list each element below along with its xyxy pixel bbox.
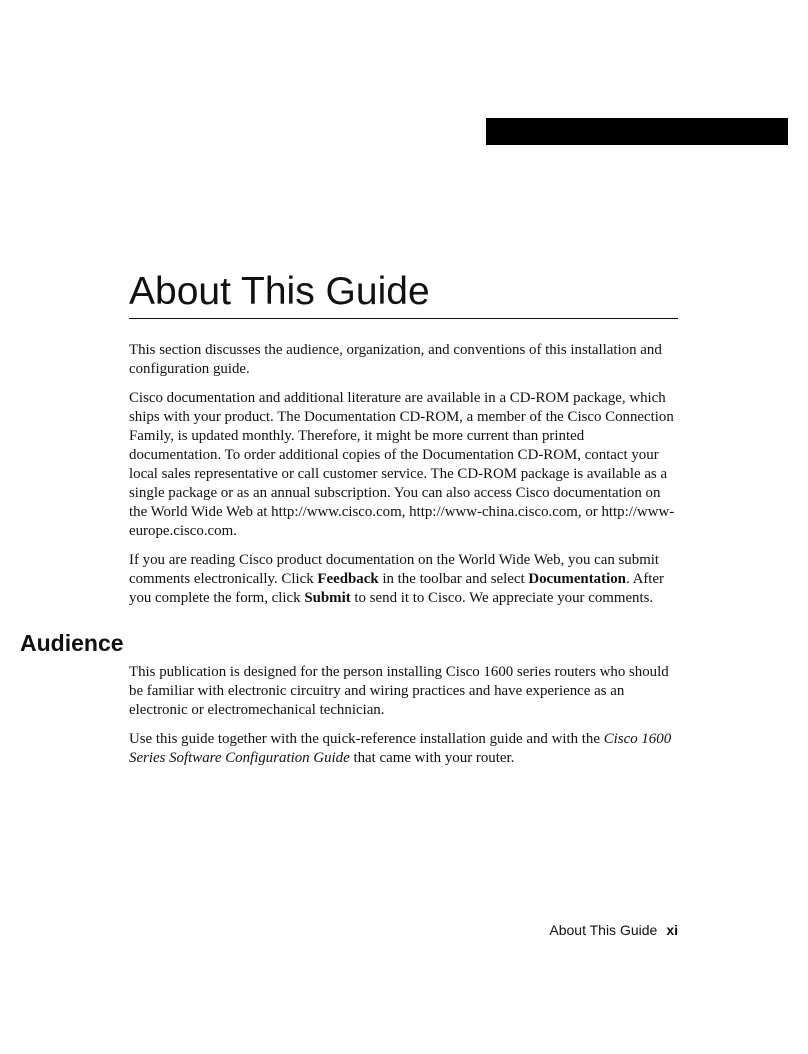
p3-text-1: If you are reading Cisco product documentation on the World Wide Web, you can submit comments electronically. Click <box>129 552 660 587</box>
audience-paragraph-1: This publication is designed for the person installing Cisco 1600 series routers who should be familiar with electronic circuitry and wiring practices and have experience as an electronic or electromechanical technician. <box>129 664 669 718</box>
documentation-term: Documentation <box>528 571 626 587</box>
chapter-tab-bar <box>486 118 788 145</box>
page-number: xi <box>666 922 678 938</box>
audience-paragraph-2 <box>129 730 680 768</box>
p3-text-2: in the toolbar and select <box>378 571 529 587</box>
feedback-term: Feedback <box>317 571 379 587</box>
audience-heading: Audience <box>20 630 124 656</box>
chapter-title: About This Guide <box>129 270 430 313</box>
footer-label: About This Guide <box>549 922 658 938</box>
audience-section <box>129 663 680 778</box>
software-config-guide-title: Cisco 1600 Series Software Configuration Guide <box>129 731 672 766</box>
p3-text-4: to send it to Cisco. We appreciate your comments. <box>350 590 654 606</box>
intro-paragraph-1: This section discusses the audience, organization, and conventions of this installation and configuration guide. <box>129 342 662 377</box>
title-rule <box>129 318 678 319</box>
intro-paragraph-3 <box>129 551 680 608</box>
audience-p2-text-1: Use this guide together with the quick-reference installation guide and with the <box>129 731 604 747</box>
page-footer <box>549 921 678 939</box>
intro-paragraph-2: Cisco documentation and additional literature are available in a CD-ROM package, which ships with your product. The Documentation CD-ROM, a member of the Cisco Connection Family, is updated monthly. Therefore, it might be more current than printed documentation. To order additional copies of the Documentation CD-ROM, contact your local sales representative or call customer service. The CD-ROM package is available as a single package or as an annual subscription. You can also access Cisco documentation on the World Wide Web at http://www.cisco.com, http://www-china.cisco.com, or http://www-europe.cisco.com. <box>129 390 675 539</box>
submit-term: Submit <box>304 590 351 606</box>
audience-p2-text-2: that came with your router. <box>349 750 515 766</box>
p3-text-3: . After you complete the form, click <box>129 571 664 606</box>
intro-section <box>129 341 680 618</box>
